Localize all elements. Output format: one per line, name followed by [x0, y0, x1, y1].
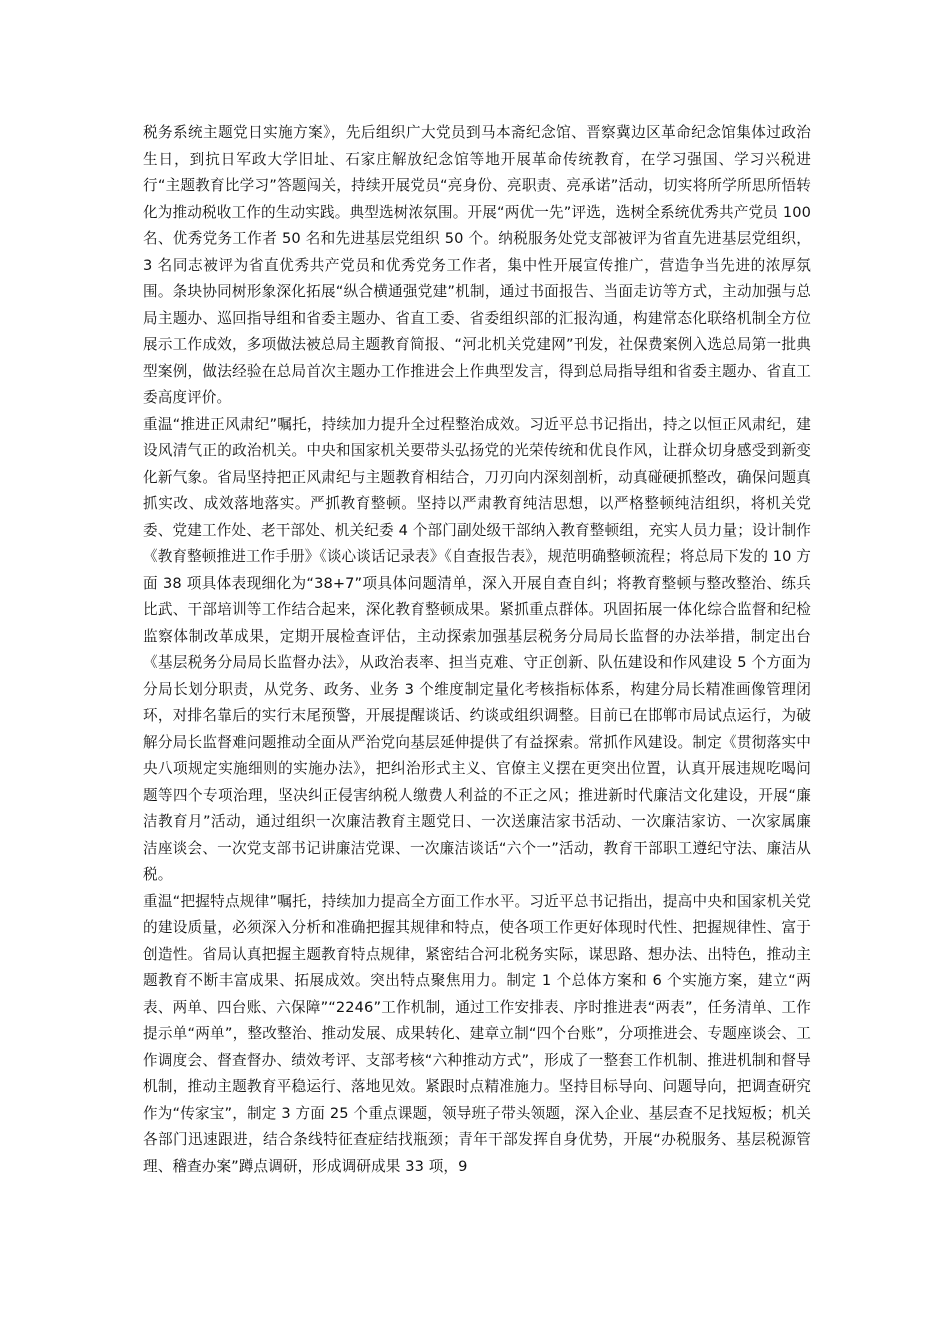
- paragraph-grasp-characteristics: 重温“把握特点规律”嘱托，持续加力提高全方面工作水平。习近平总书记指出，提高中央和国家机关党的建设质量，必须深入分析和准确把握其规律和特点，使各项工作更好体现时代性、把握规律性、富于创造性。省局认真把握主题教育特点规律，紧密结合河北税务实际，谋思路、想办法、出特色，推动主题教育不断丰富成果、拓展成效。突出特点聚焦用力。制定 1 个总体方案和 6 个实施方案，建立“两表、两单、四台账、六保障”“2246”工作机制，通过工作安排表、序时推进表“两表”，任务清单、工作提示单“两单”，整改整治、推动发展、成果转化、建章立制“四个台账”，分项推进会、专题座谈会、工作调度会、督查督办、绩效考评、支部考核“六种推动方式”，形成了一整套工作机制、推进机制和督导机制，推动主题教育平稳运行、落地见效。紧跟时点精准施力。坚持目标导向、问题导向，把调查研究作为“传家宝”，制定 3 方面 25 个重点课题，领导班子带头领题，深入企业、基层查不足找短板；机关各部门迅速跟进，结合条线特征查症结找瓶颈；青年干部发挥自身优势，开展“办税服务、基层税源管理、稽查办案”蹲点调研，形成调研成果 33 项，9: [143, 892, 811, 1175]
- document-body: [143, 120, 811, 1180]
- paragraph-discipline-rectification: 重温“推进正风肃纪”嘱托，持续加力提升全过程整治成效。习近平总书记指出，持之以恒正风肃纪，建设风清气正的政治机关。中央和国家机关要带头弘扬党的光荣传统和优良作风，让群众切身感受到新变化新气象。省局坚持把正风肃纪与主题教育相结合，刀刃向内深刻剖析，动真碰硬抓整改，确保问题真抓实改、成效落地落实。严抓教育整顿。坚持以严肃教育纯洁思想，以严格整顿纯洁组织，将机关党委、党建工作处、老干部处、机关纪委 4 个部门副处级干部纳入教育整顿组，充实人员力量；设计制作《教育整顿推进工作手册》《谈心谈话记录表》《自查报告表》，规范明确整顿流程；将总局下发的 10 方面 38 项具体表现细化为“38+7”项具体问题清单，深入开展自查自纠；将教育整顿与整改整治、练兵比武、干部培训等工作结合起来，深化教育整顿成果。紧抓重点群体。巩固拓展一体化综合监督和纪检监察体制改革成果，定期开展检查评估，主动探索加强基层税务分局局长监督的办法举措，制定出台《基层税务分局局长监督办法》，从政治表率、担当克难、守正创新、队伍建设和作风建设 5 个方面为分局长划分职责，从党务、政务、业务 3 个维度制定量化考核指标体系，构建分局长精准画像管理闭环，对排名靠后的实行末尾预警，开展提醒谈话、约谈或组织调整。目前已在邯郸市局试点运行，为破解分局长监督难问题推动全面从严治党向基层延伸提供了有益探索。常抓作风建设。制定《贯彻落实中央八项规定实施细则的实施办法》，把纠治形式主义、官僚主义摆在更突出位置，认真开展违规吃喝问题等四个专项治理，坚决纠正侵害纳税人缴费人利益的不正之风；推进新时代廉洁文化建设，开展“廉洁教育月”活动，通过组织一次廉洁教育主题党日、一次送廉洁家书活动、一次廉洁家访、一次家属廉洁座谈会、一次党支部书记讲廉洁党课、一次廉洁谈话“六个一”活动，教育干部职工遵纪守法、廉洁从税。: [143, 415, 811, 883]
- paragraph-party-day-activities: 税务系统主题党日实施方案》，先后组织广大党员到马本斋纪念馆、晋察冀边区革命纪念馆集体过政治生日，到抗日军政大学旧址、石家庄解放纪念馆等地开展革命传统教育，在学习强国、学习兴税进行“主题教育比学习”答题闯关，持续开展党员“亮身份、亮职责、亮承诺”活动，切实将所学所思所悟转化为推动税收工作的生动实践。典型选树浓氛围。开展“两优一先”评选，选树全系统优秀共产党员 100 名、优秀党务工作者 50 名和先进基层党组织 50 个。纳税服务处党支部被评为省直先进基层党组织，3 名同志被评为省直优秀共产党员和优秀党务工作者，集中性开展宣传推广，营造争当先进的浓厚氛围。条块协同树形象深化拓展“纵合横通强党建”机制，通过书面报告、当面走访等方式，主动加强与总局主题办、巡回指导组和省委主题办、省直工委、省委组织部的汇报沟通，构建常态化联络机制全方位展示工作成效，多项做法被总局主题教育简报、“河北机关党建网”刊发，社保费案例入选总局第一批典型案例，做法经验在总局首次主题办工作推进会上作典型发言，得到总局指导组和省委主题办、省直工委高度评价。: [143, 124, 811, 406]
